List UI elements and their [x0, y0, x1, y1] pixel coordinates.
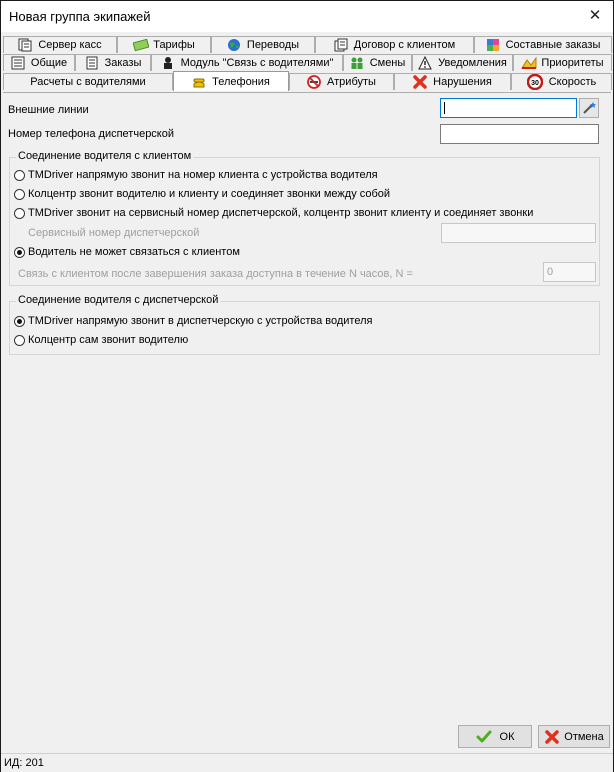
external-lines-input[interactable] [440, 98, 577, 118]
text-caret [444, 102, 445, 114]
ok-button[interactable] [458, 725, 532, 748]
phone-icon [192, 75, 206, 89]
tab-driver-comm-module[interactable] [151, 54, 343, 71]
svg-text:30: 30 [530, 80, 539, 87]
tab-label: Смены [369, 57, 406, 69]
radio-label: Колцентр сам звонит водителю [28, 334, 189, 346]
cross-icon [413, 75, 427, 89]
radio-service-number[interactable] [14, 207, 533, 219]
tab-label: Переводы [246, 39, 300, 51]
tab-label: Нарушения [433, 76, 492, 88]
radio-callcenter-calls-driver[interactable] [14, 334, 188, 346]
cross-icon [544, 729, 560, 745]
tab-label: Договор с клиентом [353, 39, 456, 51]
tab-telephony[interactable] [173, 71, 289, 91]
cancel-button[interactable] [538, 725, 610, 748]
tab-row-1 [3, 36, 612, 54]
group-driver-client [9, 150, 600, 286]
group-title: Соединение водителя с диспетчерской [18, 294, 219, 306]
tab-translations[interactable] [211, 36, 315, 53]
tab-speed[interactable] [511, 73, 612, 90]
tab-panel-telephony [3, 92, 611, 720]
magic-wand-icon [582, 101, 596, 115]
radio-label: TMDriver напрямую звонит в диспетчерскую с устройства водителя [28, 315, 373, 327]
server-icon [18, 38, 32, 52]
contract-icon [334, 38, 348, 52]
tab-attributes[interactable] [289, 73, 394, 90]
speed-limit-icon [527, 74, 543, 90]
tab-label: Телефония [212, 75, 270, 88]
tab-label: Приоритеты [541, 57, 604, 69]
radio-callcenter-bridge[interactable] [14, 188, 390, 200]
window-title: Новая группа экипажей [9, 9, 151, 24]
tab-violations[interactable] [394, 73, 511, 90]
module-icon [161, 56, 175, 70]
cancel-label: Отмена [564, 730, 604, 743]
hours-value: 0 [547, 266, 554, 278]
tab-label: Скорость [548, 76, 597, 88]
hours-label: Связь с клиентом после завершения заказа доступна в течение N часов, N = [18, 268, 413, 280]
tab-label: Атрибуты [327, 76, 376, 88]
money-icon [133, 38, 147, 52]
external-lines-label: Внешние линии [8, 104, 89, 116]
radio-circle [14, 316, 25, 327]
hours-input[interactable] [543, 262, 596, 282]
dispatcher-phone-label: Номер телефона диспетчерской [8, 128, 175, 140]
tab-label: Тарифы [153, 39, 195, 51]
priority-icon [521, 56, 535, 70]
tab-driver-settlements[interactable] [3, 73, 173, 90]
status-bar [1, 753, 613, 772]
people-icon [350, 56, 364, 70]
radio-direct-call-client[interactable] [14, 169, 378, 181]
radio-no-contact[interactable] [14, 246, 240, 258]
radio-label: TMDriver звонит на сервисный номер диспетчерской, колцентр звонит клиенту и соединяет звонки [28, 207, 534, 219]
settings-icon [11, 56, 25, 70]
service-number-label: Сервисный номер диспетчерской [28, 227, 200, 239]
radio-circle [14, 189, 25, 200]
ok-label: ОК [499, 730, 515, 743]
tab-label: Составные заказы [505, 39, 601, 51]
tab-row-2 [3, 54, 612, 72]
globe-icon [227, 38, 241, 52]
dispatcher-phone-input[interactable] [440, 124, 599, 144]
no-smoking-icon [307, 75, 321, 89]
radio-direct-call-dispatcher[interactable] [14, 315, 372, 327]
tab-label: Сервер касс [38, 39, 102, 51]
tab-shifts[interactable] [343, 54, 412, 71]
tab-label: Уведомления [438, 57, 507, 69]
group-driver-dispatcher [9, 294, 600, 355]
group-title: Соединение водителя с клиентом [18, 150, 192, 162]
radio-circle [14, 170, 25, 181]
radio-circle [14, 247, 25, 258]
tab-general[interactable] [3, 54, 75, 71]
radio-label: Водитель не может связаться с клиентом [28, 246, 240, 258]
tab-priorities[interactable] [513, 54, 612, 71]
service-number-input[interactable] [441, 223, 596, 243]
tab-label: Расчеты с водителями [30, 76, 146, 88]
radio-circle [14, 335, 25, 346]
radio-label: Колцентр звонит водителю и клиенту и соединяет звонки между собой [28, 188, 391, 200]
tab-row-3 [3, 73, 612, 91]
radio-label: TMDriver напрямую звонит на номер клиента с устройства водителя [28, 169, 378, 181]
tab-label: Общие [30, 57, 68, 69]
record-id: ИД: 201 [4, 757, 44, 769]
radio-circle [14, 208, 25, 219]
edit-lines-button[interactable] [579, 98, 599, 118]
puzzle-icon [486, 38, 500, 52]
tab-notifications[interactable] [412, 54, 513, 71]
tab-orders[interactable] [75, 54, 151, 71]
tab-label: Заказы [104, 57, 142, 69]
tab-cash-server[interactable] [3, 36, 117, 53]
close-button[interactable]: ✕ [588, 7, 602, 24]
title-bar [1, 1, 613, 32]
tab-composite-orders[interactable] [474, 36, 612, 53]
tab-client-contract[interactable] [315, 36, 474, 53]
check-icon [476, 729, 492, 745]
tab-tariffs[interactable] [117, 36, 211, 53]
orders-icon [85, 56, 99, 70]
warning-icon [418, 56, 432, 70]
tab-label: Модуль "Связь с водителями" [180, 57, 334, 69]
